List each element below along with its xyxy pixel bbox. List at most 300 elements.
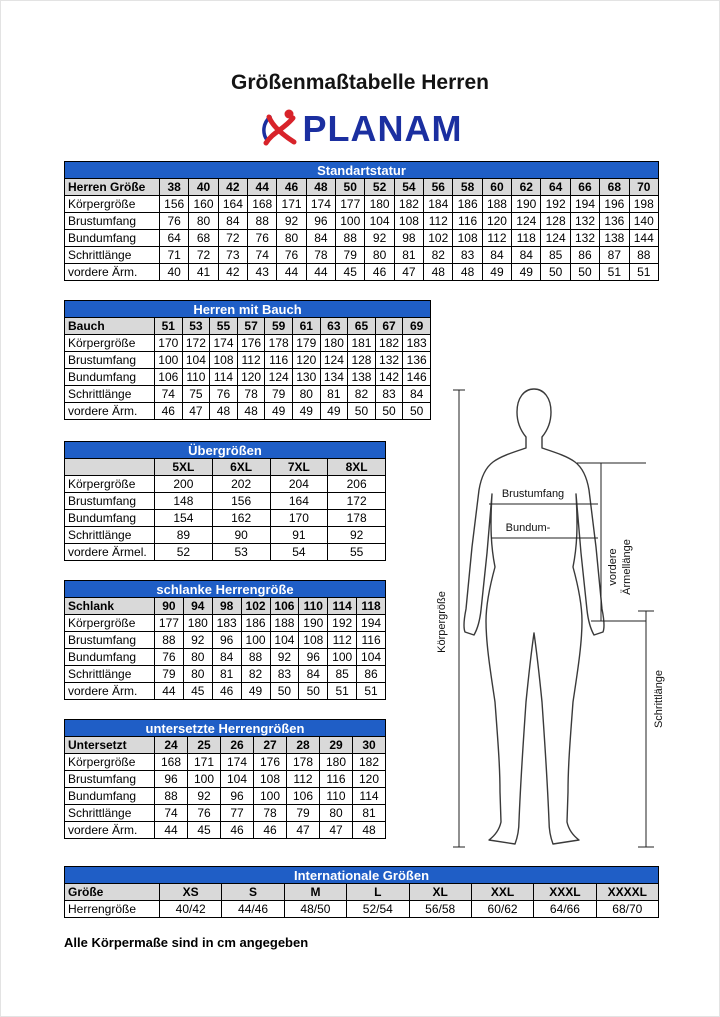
value-cell: 156 xyxy=(212,493,270,510)
value-cell: 96 xyxy=(299,649,328,666)
value-cell: 44/46 xyxy=(222,901,284,918)
size-header-cell: 38 xyxy=(160,179,189,196)
table-untersetzte-herrengroessen xyxy=(64,719,386,839)
row-label: vordere Ärm. xyxy=(65,264,160,281)
value-cell: 192 xyxy=(541,196,570,213)
value-cell: 170 xyxy=(155,335,183,352)
value-cell: 46 xyxy=(212,683,241,700)
table-row xyxy=(65,822,386,839)
value-cell: 53 xyxy=(212,544,270,561)
value-cell: 190 xyxy=(299,615,328,632)
size-header-cell: 44 xyxy=(248,179,277,196)
value-cell: 73 xyxy=(218,247,247,264)
value-cell: 50 xyxy=(270,683,299,700)
value-cell: 168 xyxy=(248,196,277,213)
row-label: Bundumfang xyxy=(65,649,155,666)
value-cell: 46 xyxy=(365,264,394,281)
row-label: Schrittlänge xyxy=(65,247,160,264)
row-label: Brustumfang xyxy=(65,213,160,230)
value-cell: 86 xyxy=(570,247,599,264)
koerpergroesse-label: Körpergröße xyxy=(436,591,448,653)
planam-logo xyxy=(1,105,719,153)
value-cell: 80 xyxy=(183,649,212,666)
value-cell: 171 xyxy=(277,196,306,213)
row-label: Brustumfang xyxy=(65,771,155,788)
page-title: Größenmaßtabelle Herren xyxy=(231,71,489,94)
size-header-cell: 60 xyxy=(482,179,511,196)
value-cell: 92 xyxy=(365,230,394,247)
value-cell: 91 xyxy=(270,527,328,544)
row-label: Schrittlänge xyxy=(65,666,155,683)
value-cell: 76 xyxy=(188,805,221,822)
table-row xyxy=(65,615,386,632)
size-table xyxy=(64,719,386,839)
size-header-cell: 52 xyxy=(365,179,394,196)
value-cell: 164 xyxy=(218,196,247,213)
value-cell: 50 xyxy=(570,264,599,281)
value-cell: 45 xyxy=(188,822,221,839)
value-cell: 80 xyxy=(292,386,320,403)
value-cell: 78 xyxy=(237,386,265,403)
value-cell: 48 xyxy=(210,403,238,420)
row-label: Herrengröße xyxy=(65,901,160,918)
value-cell: 104 xyxy=(365,213,394,230)
value-cell: 174 xyxy=(221,754,254,771)
value-cell: 96 xyxy=(155,771,188,788)
value-cell: 120 xyxy=(353,771,386,788)
bundumfang-label: Bundum- xyxy=(505,522,551,534)
value-cell: 49 xyxy=(292,403,320,420)
value-cell: 128 xyxy=(541,213,570,230)
value-cell: 100 xyxy=(328,649,357,666)
value-cell: 186 xyxy=(241,615,270,632)
size-table xyxy=(64,441,386,561)
table-row xyxy=(65,352,431,369)
value-cell: 48 xyxy=(353,822,386,839)
value-cell: 84 xyxy=(299,666,328,683)
size-header-cell: 28 xyxy=(287,737,320,754)
value-cell: 50 xyxy=(299,683,328,700)
value-cell: 46 xyxy=(221,822,254,839)
size-header-cell: 40 xyxy=(189,179,218,196)
value-cell: 188 xyxy=(482,196,511,213)
value-cell: 132 xyxy=(570,213,599,230)
value-cell: 179 xyxy=(292,335,320,352)
row-label: Körpergröße xyxy=(65,754,155,771)
value-cell: 47 xyxy=(394,264,423,281)
table-row xyxy=(65,386,431,403)
value-cell: 176 xyxy=(254,754,287,771)
table-row xyxy=(65,493,386,510)
table-row xyxy=(65,649,386,666)
row-label: Bundumfang xyxy=(65,510,155,527)
size-header-cell: 56 xyxy=(424,179,453,196)
size-table xyxy=(64,866,659,918)
value-cell: 112 xyxy=(482,230,511,247)
size-header-cell: 54 xyxy=(394,179,423,196)
size-header-cell: 24 xyxy=(155,737,188,754)
size-header-cell: XXXXL xyxy=(596,884,658,901)
row-label: Schrittlänge xyxy=(65,805,155,822)
table-row xyxy=(65,771,386,788)
row-label: Schrittlänge xyxy=(65,386,155,403)
value-cell: 92 xyxy=(183,632,212,649)
value-cell: 176 xyxy=(237,335,265,352)
value-cell: 49 xyxy=(512,264,541,281)
value-cell: 74 xyxy=(155,386,183,403)
value-cell: 48 xyxy=(424,264,453,281)
value-cell: 196 xyxy=(600,196,629,213)
table-row xyxy=(65,335,431,352)
value-cell: 86 xyxy=(357,666,386,683)
table-row xyxy=(65,264,659,281)
value-cell: 138 xyxy=(600,230,629,247)
value-cell: 144 xyxy=(629,230,659,247)
value-cell: 100 xyxy=(254,788,287,805)
body-measurement-figure xyxy=(429,367,689,867)
value-cell: 49 xyxy=(241,683,270,700)
value-cell: 40 xyxy=(160,264,189,281)
size-header-cell: M xyxy=(284,884,346,901)
value-cell: 76 xyxy=(155,649,184,666)
value-cell: 49 xyxy=(482,264,511,281)
size-header-cell: 25 xyxy=(188,737,221,754)
value-cell: 84 xyxy=(306,230,335,247)
size-header-cell: 110 xyxy=(299,598,328,615)
aermellaenge-label-line2: Ärmellänge xyxy=(621,539,633,595)
value-cell: 82 xyxy=(348,386,376,403)
value-cell: 186 xyxy=(453,196,482,213)
size-header-cell: XL xyxy=(409,884,471,901)
table-header-label: Bauch xyxy=(65,318,155,335)
value-cell: 82 xyxy=(241,666,270,683)
value-cell: 77 xyxy=(221,805,254,822)
value-cell: 140 xyxy=(629,213,659,230)
value-cell: 206 xyxy=(328,476,386,493)
size-header-cell: 30 xyxy=(353,737,386,754)
size-header-cell: 7XL xyxy=(270,459,328,476)
value-cell: 47 xyxy=(320,822,353,839)
value-cell: 75 xyxy=(182,386,210,403)
value-cell: 184 xyxy=(424,196,453,213)
value-cell: 84 xyxy=(482,247,511,264)
value-cell: 81 xyxy=(320,386,348,403)
value-cell: 55 xyxy=(328,544,386,561)
value-cell: 74 xyxy=(155,805,188,822)
table-row xyxy=(65,476,386,493)
value-cell: 110 xyxy=(182,369,210,386)
value-cell: 96 xyxy=(212,632,241,649)
value-cell: 51 xyxy=(629,264,659,281)
size-header-cell: 90 xyxy=(155,598,184,615)
value-cell: 43 xyxy=(248,264,277,281)
value-cell: 110 xyxy=(320,788,353,805)
table-title-bar: untersetzte Herrengrößen xyxy=(65,720,386,737)
value-cell: 154 xyxy=(155,510,213,527)
value-cell: 44 xyxy=(277,264,306,281)
value-cell: 120 xyxy=(482,213,511,230)
table-row xyxy=(65,510,386,527)
value-cell: 68/70 xyxy=(596,901,658,918)
value-cell: 85 xyxy=(541,247,570,264)
value-cell: 160 xyxy=(189,196,218,213)
value-cell: 128 xyxy=(348,352,376,369)
value-cell: 172 xyxy=(328,493,386,510)
value-cell: 177 xyxy=(336,196,365,213)
size-header-cell: 64 xyxy=(541,179,570,196)
value-cell: 96 xyxy=(306,213,335,230)
value-cell: 50 xyxy=(541,264,570,281)
size-header-cell: 61 xyxy=(292,318,320,335)
size-header-cell: 65 xyxy=(348,318,376,335)
value-cell: 130 xyxy=(292,369,320,386)
value-cell: 183 xyxy=(212,615,241,632)
table-header-label: Schlank xyxy=(65,598,155,615)
size-header-cell: S xyxy=(222,884,284,901)
value-cell: 138 xyxy=(348,369,376,386)
size-header-cell: 29 xyxy=(320,737,353,754)
value-cell: 83 xyxy=(453,247,482,264)
value-cell: 80 xyxy=(277,230,306,247)
value-cell: 112 xyxy=(287,771,320,788)
size-header-cell: 66 xyxy=(570,179,599,196)
size-header-cell: 53 xyxy=(182,318,210,335)
value-cell: 124 xyxy=(265,369,293,386)
value-cell: 120 xyxy=(237,369,265,386)
row-label: Körpergröße xyxy=(65,615,155,632)
value-cell: 84 xyxy=(403,386,431,403)
value-cell: 114 xyxy=(210,369,238,386)
value-cell: 104 xyxy=(221,771,254,788)
male-silhouette xyxy=(464,389,604,844)
table-internationale-groessen xyxy=(64,866,659,918)
value-cell: 104 xyxy=(270,632,299,649)
table-row xyxy=(65,683,386,700)
value-cell: 74 xyxy=(248,247,277,264)
row-label: vordere Ärm. xyxy=(65,403,155,420)
value-cell: 100 xyxy=(155,352,183,369)
value-cell: 60/62 xyxy=(471,901,533,918)
value-cell: 47 xyxy=(287,822,320,839)
planam-figure-icon xyxy=(258,108,302,150)
table-row xyxy=(65,788,386,805)
size-header-cell: 5XL xyxy=(155,459,213,476)
value-cell: 80 xyxy=(183,666,212,683)
value-cell: 190 xyxy=(512,196,541,213)
value-cell: 83 xyxy=(270,666,299,683)
value-cell: 79 xyxy=(155,666,184,683)
table-herren-mit-bauch xyxy=(64,300,431,420)
value-cell: 81 xyxy=(394,247,423,264)
value-cell: 44 xyxy=(155,683,184,700)
value-cell: 78 xyxy=(254,805,287,822)
table-standartstatur xyxy=(64,161,659,281)
table-uebergroessen xyxy=(64,441,386,561)
value-cell: 183 xyxy=(403,335,431,352)
value-cell: 124 xyxy=(320,352,348,369)
value-cell: 156 xyxy=(160,196,189,213)
value-cell: 100 xyxy=(241,632,270,649)
value-cell: 76 xyxy=(277,247,306,264)
value-cell: 182 xyxy=(353,754,386,771)
table-row xyxy=(65,369,431,386)
logo-text: PLANAM xyxy=(302,108,463,149)
value-cell: 92 xyxy=(270,649,299,666)
value-cell: 194 xyxy=(570,196,599,213)
table-row xyxy=(65,805,386,822)
size-header-cell: 68 xyxy=(600,179,629,196)
value-cell: 88 xyxy=(155,788,188,805)
value-cell: 114 xyxy=(353,788,386,805)
size-header-cell: 51 xyxy=(155,318,183,335)
value-cell: 64/66 xyxy=(534,901,596,918)
row-label: Körpergröße xyxy=(65,196,160,213)
size-header-cell: XXXL xyxy=(534,884,596,901)
value-cell: 76 xyxy=(160,213,189,230)
table-header-label xyxy=(65,459,155,476)
row-label: Schrittlänge xyxy=(65,527,155,544)
value-cell: 188 xyxy=(270,615,299,632)
row-label: Körpergröße xyxy=(65,335,155,352)
value-cell: 174 xyxy=(306,196,335,213)
brustumfang-label: Brustumfang xyxy=(501,488,565,500)
value-cell: 40/42 xyxy=(160,901,222,918)
size-header-cell: 102 xyxy=(241,598,270,615)
value-cell: 180 xyxy=(320,335,348,352)
value-cell: 88 xyxy=(155,632,184,649)
value-cell: 76 xyxy=(210,386,238,403)
value-cell: 100 xyxy=(336,213,365,230)
value-cell: 108 xyxy=(394,213,423,230)
table-title-bar: Standartstatur xyxy=(65,162,659,179)
value-cell: 177 xyxy=(155,615,184,632)
value-cell: 89 xyxy=(155,527,213,544)
value-cell: 136 xyxy=(403,352,431,369)
size-header-cell: 50 xyxy=(336,179,365,196)
value-cell: 84 xyxy=(212,649,241,666)
row-label: Bundumfang xyxy=(65,230,160,247)
value-cell: 146 xyxy=(403,369,431,386)
size-header-cell: 62 xyxy=(512,179,541,196)
value-cell: 100 xyxy=(188,771,221,788)
size-header-cell: 48 xyxy=(306,179,335,196)
value-cell: 54 xyxy=(270,544,328,561)
value-cell: 52 xyxy=(155,544,213,561)
value-cell: 204 xyxy=(270,476,328,493)
table-title-bar: schlanke Herrengröße xyxy=(65,581,386,598)
value-cell: 108 xyxy=(453,230,482,247)
size-header-cell: 55 xyxy=(210,318,238,335)
value-cell: 49 xyxy=(265,403,293,420)
value-cell: 92 xyxy=(277,213,306,230)
value-cell: 81 xyxy=(212,666,241,683)
size-header-cell: 114 xyxy=(328,598,357,615)
value-cell: 136 xyxy=(600,213,629,230)
value-cell: 88 xyxy=(241,649,270,666)
size-header-cell: 94 xyxy=(183,598,212,615)
table-row xyxy=(65,666,386,683)
row-label: vordere Ärm. xyxy=(65,683,155,700)
value-cell: 180 xyxy=(183,615,212,632)
value-cell: 80 xyxy=(365,247,394,264)
value-cell: 106 xyxy=(155,369,183,386)
size-header-cell: XS xyxy=(160,884,222,901)
aermellaenge-label-line1: vordere xyxy=(607,548,619,586)
size-header-cell: 26 xyxy=(221,737,254,754)
value-cell: 108 xyxy=(299,632,328,649)
size-header-cell: 57 xyxy=(237,318,265,335)
table-header-label: Untersetzt xyxy=(65,737,155,754)
footer-note: Alle Körpermaße sind in cm angegeben xyxy=(64,935,309,950)
value-cell: 198 xyxy=(629,196,659,213)
value-cell: 92 xyxy=(328,527,386,544)
table-header-label: Herren Größe xyxy=(65,179,160,196)
value-cell: 164 xyxy=(270,493,328,510)
table-row xyxy=(65,403,431,420)
value-cell: 132 xyxy=(570,230,599,247)
value-cell: 194 xyxy=(357,615,386,632)
value-cell: 124 xyxy=(541,230,570,247)
value-cell: 178 xyxy=(265,335,293,352)
value-cell: 132 xyxy=(375,352,403,369)
table-row xyxy=(65,196,659,213)
value-cell: 171 xyxy=(188,754,221,771)
value-cell: 104 xyxy=(182,352,210,369)
value-cell: 48 xyxy=(453,264,482,281)
value-cell: 200 xyxy=(155,476,213,493)
value-cell: 96 xyxy=(221,788,254,805)
row-label: vordere Ärm. xyxy=(65,822,155,839)
value-cell: 45 xyxy=(336,264,365,281)
value-cell: 88 xyxy=(248,213,277,230)
table-row xyxy=(65,754,386,771)
value-cell: 180 xyxy=(320,754,353,771)
value-cell: 41 xyxy=(189,264,218,281)
table-row xyxy=(65,901,659,918)
value-cell: 142 xyxy=(375,369,403,386)
size-header-cell: 27 xyxy=(254,737,287,754)
value-cell: 72 xyxy=(189,247,218,264)
value-cell: 116 xyxy=(320,771,353,788)
size-header-cell: 46 xyxy=(277,179,306,196)
size-header-cell: 59 xyxy=(265,318,293,335)
value-cell: 124 xyxy=(512,213,541,230)
row-label: Brustumfang xyxy=(65,493,155,510)
value-cell: 50 xyxy=(403,403,431,420)
value-cell: 116 xyxy=(453,213,482,230)
value-cell: 102 xyxy=(424,230,453,247)
value-cell: 162 xyxy=(212,510,270,527)
value-cell: 47 xyxy=(182,403,210,420)
value-cell: 79 xyxy=(336,247,365,264)
size-header-cell: 106 xyxy=(270,598,299,615)
value-cell: 172 xyxy=(182,335,210,352)
row-label: Körpergröße xyxy=(65,476,155,493)
value-cell: 90 xyxy=(212,527,270,544)
size-header-cell: 42 xyxy=(218,179,247,196)
value-cell: 68 xyxy=(189,230,218,247)
value-cell: 51 xyxy=(600,264,629,281)
value-cell: 92 xyxy=(188,788,221,805)
value-cell: 80 xyxy=(320,805,353,822)
table-row xyxy=(65,247,659,264)
size-header-cell: 67 xyxy=(375,318,403,335)
value-cell: 42 xyxy=(218,264,247,281)
value-cell: 50 xyxy=(348,403,376,420)
value-cell: 51 xyxy=(328,683,357,700)
value-cell: 181 xyxy=(348,335,376,352)
table-title-bar: Internationale Größen xyxy=(65,867,659,884)
